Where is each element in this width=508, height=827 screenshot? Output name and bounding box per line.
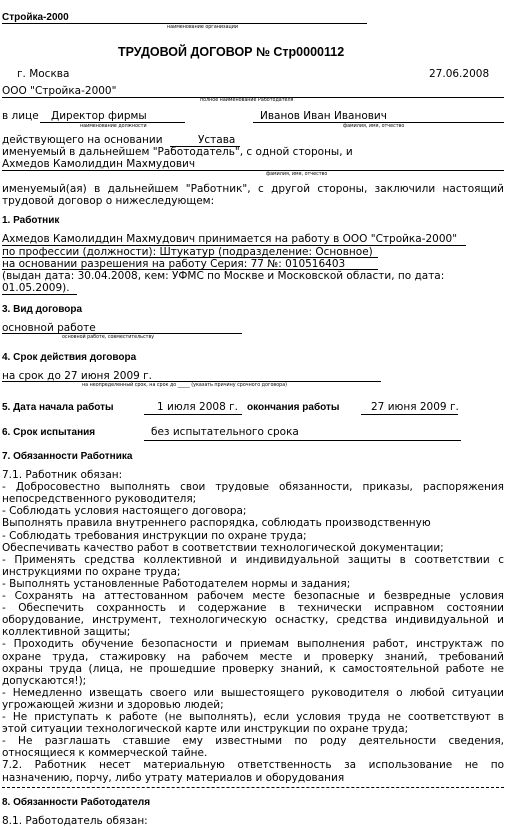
contract-type: основной работе — [2, 322, 96, 334]
employer-duties-intro: 8.1. Работодатель обязан: — [2, 815, 148, 827]
duty-line: допускаются!); — [2, 674, 87, 687]
employee-name: Ахмедов Камолиддин Махмудович — [2, 158, 196, 170]
intro-line-1: именуемый(ая) в дальнейшем "Работник", с другой стороны, заключили настоящий — [2, 183, 504, 195]
end-date-line — [361, 414, 458, 415]
section-1-heading: 1. Работник — [2, 215, 60, 226]
duty-line: Выполнять правила внутреннего распорядка, соблюдать производственную — [2, 517, 431, 530]
org-name-caption: наименование организации — [167, 25, 239, 30]
end-date-value: 27 июня 2009 г. — [371, 401, 459, 413]
section-6-heading: 6. Срок испытания — [2, 427, 96, 438]
duty-line: - Немедленно извещать своего или вышестоящего руководителя о любой ситуации — [2, 686, 504, 699]
duty-line: 7.2. Работник несет материальную ответственность за использование не по — [2, 759, 504, 772]
work-permit-valid-until: 01.05.2009). — [2, 282, 70, 294]
work-permit-issued: (выдан дата: 30.04.2008, кем: УФМС по Москве и Московской области, по дата: — [2, 270, 445, 282]
section-divider — [2, 787, 504, 788]
start-date-value: 1 июля 2008 г. — [157, 401, 238, 413]
contract-term-caption: на неопределенный срок, на срок до _____ (указать причину срочного договора) — [82, 383, 287, 388]
document-title: ТРУДОВОЙ ДОГОВОР № Стр0000112 — [118, 45, 345, 59]
city: г. Москва — [17, 68, 70, 80]
start-date-line — [144, 414, 242, 415]
employee-name-caption: фамилия, имя, отчество — [266, 172, 328, 177]
duty-line: - Соблюдать условия настоящего договора; — [2, 505, 247, 518]
end-date-label: окончания работы — [247, 402, 340, 413]
duty-line: коллективной защиты; — [2, 626, 131, 639]
employee-hire-line: Ахмедов Камолиддин Махмудович принимается на работу в ООО "Стройка-2000" — [2, 233, 458, 245]
duty-line: - Проходить обучение безопасности и приемам выполнения работ, инструктаж по — [2, 638, 504, 651]
contract-term: на срок до 27 июня 2009 г. — [2, 370, 152, 382]
section-1-line-1 — [2, 245, 466, 246]
section-3-heading: 3. Вид договора — [2, 304, 83, 315]
representative-name: Иванов Иван Иванович — [260, 110, 387, 122]
contract-type-line — [2, 333, 242, 334]
duty-line: охране труда, стажировку на рабочем месте и проверку знаний, требований — [2, 650, 504, 663]
start-date-label: 5. Дата начала работы — [2, 402, 114, 413]
section-8-heading: 8. Обязанности Работодателя — [2, 797, 151, 808]
duty-line: - Соблюдать требования инструкции по охране труда; — [2, 529, 307, 542]
section-1-line-3 — [2, 269, 378, 270]
duty-line: 7.1. Работник обязан: — [2, 469, 123, 481]
section-1-line-2 — [2, 257, 378, 258]
position-caption: наименование должности — [80, 124, 147, 129]
duty-line: охраны труда (лица, не прошедшие проверку знаний, к самостоятельной работе не — [2, 662, 504, 675]
section-4-heading: 4. Срок действия договора — [2, 352, 137, 363]
employee-profession: по профессии (должности): Штукатур (подразделение: Основное) — [2, 246, 373, 258]
duty-line: инструкциями по охране труда; — [2, 565, 181, 578]
duty-line: - Применять средства коллективной и индивидуальной защиты в соответствии с — [2, 553, 504, 566]
intro-line-2: трудовой договор о нижеследующем: — [2, 195, 215, 207]
duty-line: этой ситуации технологической карте или инструкции по охране труда; — [2, 723, 409, 736]
duty-line: - Выполнять установленные Работодателем нормы и задания; — [2, 577, 351, 590]
section-1-line-4 — [2, 294, 77, 295]
basis-label: действующего на основании — [2, 134, 163, 146]
employee-name-line — [2, 170, 504, 171]
duty-line: угрожающей жизни и здоровью людей; — [2, 698, 224, 711]
duty-line: относящиеся к коммерческой тайне. — [2, 747, 208, 760]
employer-referred-text: именуемый в дальнейшем "Работодатель", с одной стороны, и — [2, 146, 353, 158]
position-line — [40, 122, 185, 123]
section-7-heading: 7. Обязанности Работника — [2, 451, 133, 462]
representative-line — [253, 122, 504, 123]
duty-line: - Не разглашать ставшие ему известными по роду деятельности сведения, — [2, 735, 504, 748]
employer-name-caption: полное наименование Работодателя — [200, 98, 294, 103]
contract-type-caption: основной работе, совместительству — [62, 335, 155, 340]
org-name-line — [2, 23, 367, 24]
organization-name: Стройка-2000 — [2, 12, 69, 23]
representative-position: Директор фирмы — [51, 110, 147, 122]
duty-line: - Сохранять на аттестованном рабочем месте безопасные и безвредные условия — [2, 590, 504, 602]
duty-line: оборудование, инструмент, технологическую оснастку, средства индивидуальной и — [2, 614, 504, 627]
basis-document: Устава — [198, 134, 236, 146]
duty-line: - Не приступать к работе (не выполнять), если условия труда не соответствуют в — [2, 711, 504, 723]
probation-value: без испытательного срока — [151, 426, 299, 438]
work-permit: на основании разрешения на работу Серия: 77 №: 010516403 — [2, 258, 346, 270]
contract-term-line — [2, 381, 381, 382]
in-person-label: в лице — [2, 110, 39, 122]
duty-line: Обеспечивать качество работ в соответствии технологической документации; — [2, 541, 444, 554]
duty-line: - Добросовестно выполнять свои трудовые обязанности, приказы, распоряжения — [2, 481, 504, 494]
duty-line: - Обеспечить сохранность и содержание в технически исправном состоянии — [2, 602, 504, 615]
representative-caption: фамилия, имя, отчество — [343, 124, 405, 129]
duty-line: назначению, порчу, либо утрату материалов и оборудования — [2, 771, 345, 784]
duty-line: непосредственного руководителя; — [2, 493, 197, 506]
employer-full-name: ООО "Стройка-2000" — [2, 85, 117, 97]
probation-line — [144, 440, 461, 441]
contract-date: 27.06.2008 — [429, 68, 490, 80]
